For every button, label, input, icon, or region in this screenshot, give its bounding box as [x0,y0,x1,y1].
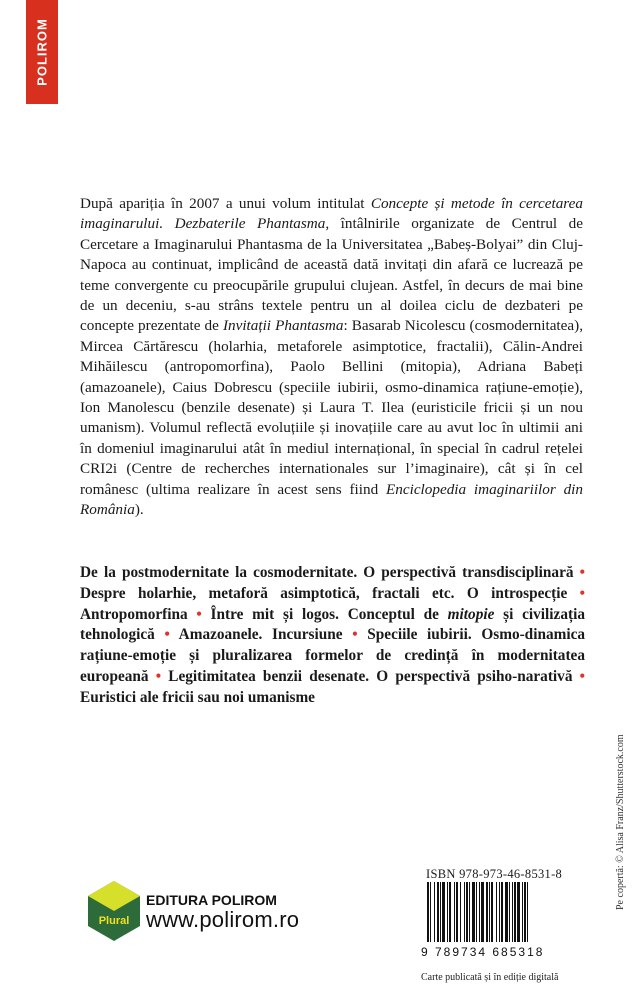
bullet-icon: • [155,667,162,685]
bullet-icon: • [579,564,585,581]
isbn-label: ISBN 978-973-46-8531-8 [426,867,563,881]
barcode-bar [430,882,431,942]
barcode-bar [437,882,439,942]
description-text: După apariția în 2007 a unui volum intitulat [80,195,371,212]
barcode-bar [472,882,475,942]
description-paragraph [80,194,583,521]
barcode-bar [522,882,523,942]
contents-item: Între mit și logos. Conceptul de [210,605,448,623]
publisher-tab [26,0,58,104]
barcode-bar [517,882,520,942]
description-italic-title: Concepte și metode în cercetarea imaginarului. Dezbaterile Phantasma [80,195,583,233]
barcode-bar [454,882,455,942]
barcode-bar [491,882,493,942]
barcode-bar [447,882,448,942]
barcode [415,882,583,958]
barcode-bar [512,882,513,942]
barcode-bar [464,882,465,942]
barcode-bar [427,882,429,942]
barcode-bar [460,882,461,942]
description-italic-series: Invitații Phantasma [222,317,344,335]
barcode-bar [442,882,445,942]
contents-item: Legitimitatea benzii desenate. O perspectivă psiho-narativă [168,667,573,685]
description-text: ). [134,501,144,519]
plural-logo [88,881,140,941]
barcode-bar [481,882,484,942]
barcode-bar [499,882,500,942]
bullet-icon: • [579,584,586,602]
digital-edition-note: Carte publicată și în ediție digitală [421,972,559,983]
contents-item: Antropomorfina [80,605,188,623]
barcode-bars [427,882,528,942]
publisher-url[interactable]: www.polirom.ro [146,907,300,932]
bullet-icon: • [164,626,170,644]
barcode-bar [524,882,526,942]
publisher-name: EDITURA POLIROM [146,892,277,908]
barcode-bar [489,882,490,942]
barcode-bar [505,882,508,942]
barcode-bar [514,882,516,942]
contents-item: și civilizația tehnologică [80,605,585,644]
barcode-digits: 9 789734 685318 [421,945,545,958]
barcode-bar [469,882,470,942]
barcode-bar [466,882,468,942]
contents-item-italic: mitopie [447,605,495,623]
bullet-icon: • [196,605,202,623]
contents-item: Despre holarhie, metaforă asimptotică, fractali etc. O introspecție [80,584,568,602]
barcode-bar [456,882,458,942]
contents-item: De la postmodernitate la cosmodernitate. O perspectivă transdisciplinară [80,564,574,581]
barcode-bar [509,882,510,942]
barcode-bar [479,882,480,942]
barcode-bar [496,882,497,942]
barcode-bar [501,882,503,942]
bullet-icon: • [579,667,585,685]
barcode-bar [486,882,488,942]
contents-item: Amazoanele. Incursiune [178,626,343,644]
logo-text: Plural [98,915,130,927]
cover-credit: Pe copertă: © Alisa Franz/Shutterstock.com [615,734,626,910]
barcode-bar [449,882,451,942]
barcode-bar [527,882,528,942]
description-text: : Basarab Nicolescu (cosmodernitatea), Mircea Cărtărescu (holarhia, metaforele asimptotice, fractalii), Călin-Andrei Mihăilescu (antropomorfina), Paolo Bellini (mitopia), Adriana Babeți (amazoanele), Caius Dobrescu (speciile iubirii, osmo-dinamica rațiune-emoție), Ion Manolescu (benzile desenate) și Laura T. Ilea (euristicile fricii și un nou umanism). Volumul reflectă evoluțiile și inovațiile care au avut loc în ultimii ani în domeniul imaginarului atât în mediul internațional, în special în cadrul rețelei CRI2i (Centre de recherches internationales sur l’imaginaire), cât și în cel românesc (ultima realizare în acest sens fiind [80,317,583,498]
contents-item: Speciile iubirii. Osmo-dinamica rațiune-emoție și pluralizarea formelor de credință în modernitatea europeană [80,626,586,685]
description-text: , întâlnirile organizate de Centrul de Cercetare a Imaginarului Phantasma de la Universitatea „Babeș-Bolyai” din Cluj-Napoca au continuat, implicând de această dată invitați din afară ce lucrează pe teme convergente cu preocupările grupului clujean. Astfel, în decurs de mai bine de un deceniu, s-au strâns textele pentru un al doilea ciclu de dezbateri pe concepte prezentate de [80,215,583,335]
barcode-bar [440,882,441,942]
description-italic-encyclopedia: Enciclopedia imaginariilor din România [80,480,583,519]
contents-item: Euristici ale fricii sau noi umanisme [80,688,315,706]
table-of-contents [80,563,585,709]
barcode-bar [434,882,435,942]
publisher-tab-label: POLIROM [34,18,50,86]
barcode-bar [476,882,477,942]
bullet-icon: • [352,626,358,644]
